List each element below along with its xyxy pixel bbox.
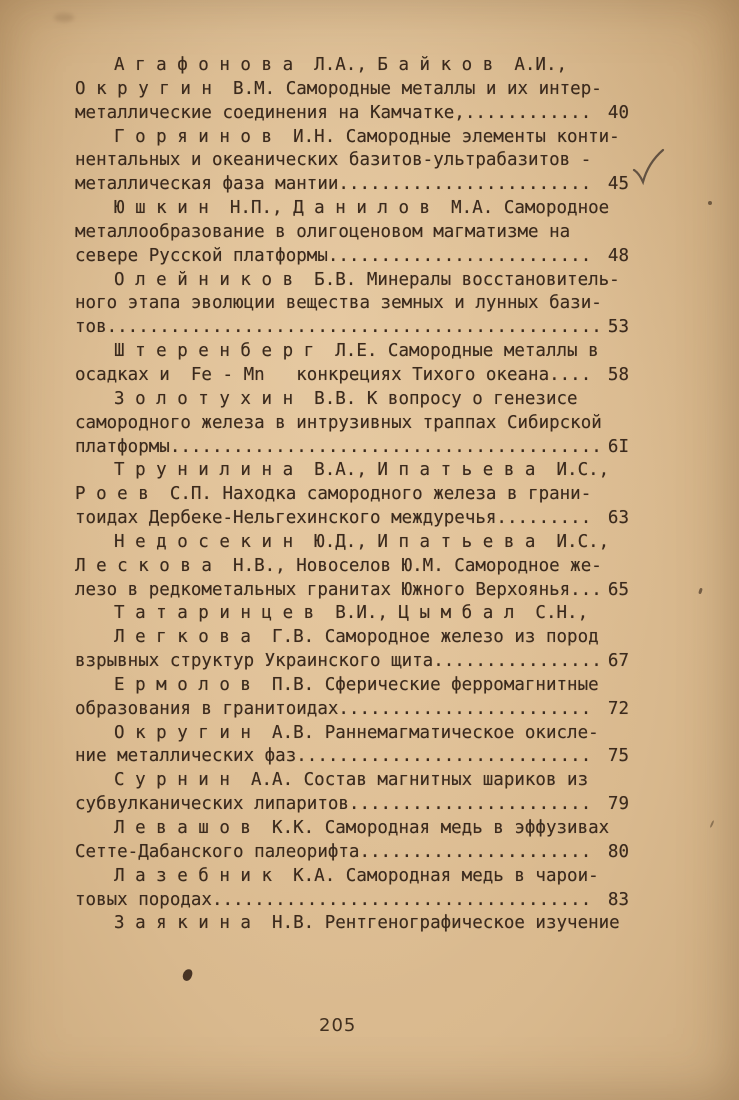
toc-line bbox=[75, 316, 631, 340]
toc-line-text: Р о е в С.П. Находка самородного железа в грани- bbox=[75, 484, 592, 505]
toc-line bbox=[75, 436, 631, 460]
toc-line-text: Т а т а р и н ц е в В.И., Ц ы м б а л С.Н., bbox=[114, 603, 589, 624]
toc-line bbox=[75, 340, 631, 364]
toc-line-text: товых породах.................................... bbox=[75, 889, 592, 910]
toc-line bbox=[75, 912, 631, 936]
toc-line-text: металлообразование в олигоценовом магматизме на bbox=[75, 221, 571, 242]
toc-line-text: З о л о т у х и н В.В. К вопросу о генезисе bbox=[114, 388, 578, 409]
toc-line bbox=[75, 841, 631, 865]
toc-line-text: ние металлических фаз............................ bbox=[75, 746, 592, 767]
table-of-contents bbox=[75, 54, 631, 936]
toc-line-text: металлическая фаза мантии........................ bbox=[75, 174, 592, 195]
toc-line bbox=[75, 54, 631, 78]
toc-line-text: осадках и Fe - Mn конкрециях Тихого океана.... bbox=[75, 364, 592, 385]
toc-line bbox=[75, 364, 631, 388]
toc-line bbox=[75, 292, 631, 316]
toc-line-text: платформы......................................... bbox=[75, 436, 602, 457]
toc-line-text: Л е с к о в а Н.В., Новоселов Ю.М. Самородное же- bbox=[75, 555, 602, 576]
toc-line bbox=[75, 269, 631, 293]
toc-page-number: 79 bbox=[607, 794, 629, 815]
toc-line bbox=[75, 459, 631, 483]
toc-line bbox=[75, 245, 631, 269]
toc-line bbox=[75, 173, 631, 197]
toc-line bbox=[75, 602, 631, 626]
toc-line-text: севере Русской платформы......................... bbox=[75, 245, 592, 266]
toc-line-text: О к р у г и н В.М. Самородные металлы и их интер- bbox=[75, 78, 602, 99]
toc-line bbox=[75, 817, 631, 841]
toc-line bbox=[75, 722, 631, 746]
toc-line bbox=[75, 889, 631, 913]
toc-line-text: Л а з е б н и к К.А. Самородная медь в чарои- bbox=[114, 865, 599, 886]
page-folio: 205 bbox=[319, 1015, 357, 1036]
toc-line-text: металлические соединения на Камчатке,............ bbox=[75, 102, 592, 123]
toc-line bbox=[75, 698, 631, 722]
toc-page-number: 58 bbox=[607, 364, 629, 385]
toc-line bbox=[75, 126, 631, 150]
toc-line-text: лезо в редкометальных гранитах Южного Верхоянья... bbox=[75, 579, 602, 600]
toc-line-text: взрывных структур Украинского щита................ bbox=[75, 651, 602, 672]
toc-page-number: 72 bbox=[607, 698, 629, 719]
toc-line-text: Л е в а ш о в К.К. Самородная медь в эффузивах bbox=[114, 818, 610, 838]
toc-page-number: 48 bbox=[607, 245, 629, 266]
toc-page-number: 67 bbox=[607, 651, 629, 672]
paper-smudge bbox=[54, 13, 74, 22]
toc-line bbox=[75, 745, 631, 769]
toc-page-number: 83 bbox=[607, 889, 629, 910]
toc-line-text: Г о р я и н о в И.Н. Самородные элементы конти- bbox=[114, 126, 620, 147]
toc-line bbox=[75, 102, 631, 126]
toc-line-text: Сетте-Дабанского палеорифта...................... bbox=[75, 841, 592, 862]
toc-line bbox=[75, 674, 631, 698]
paper-speck bbox=[698, 588, 703, 595]
toc-page-number: 65 bbox=[607, 579, 629, 600]
toc-lines bbox=[75, 54, 631, 936]
toc-line-text: тов............................................... bbox=[75, 317, 602, 338]
toc-line bbox=[75, 650, 631, 674]
toc-line bbox=[75, 412, 631, 436]
ink-blot bbox=[182, 968, 194, 982]
toc-line-text: З а я к и н а Н.В. Рентгенографическое изучение bbox=[114, 913, 620, 934]
toc-page-number: 80 bbox=[607, 841, 629, 862]
toc-line-text: Ш т е р е н б е р г Л.Е. Самородные металлы в bbox=[114, 341, 599, 362]
toc-page-number: 45 bbox=[607, 174, 629, 195]
toc-line-text: ного этапа эволюции вещества земных и лунных бази- bbox=[75, 293, 602, 314]
toc-line bbox=[75, 388, 631, 412]
paper-speck bbox=[708, 201, 712, 205]
toc-line bbox=[75, 626, 631, 650]
toc-line bbox=[75, 78, 631, 102]
toc-line bbox=[75, 221, 631, 245]
toc-line-text: С у р н и н А.А. Состав магнитных шариков из bbox=[114, 770, 589, 791]
toc-line-text: Т р у н и л и н а В.А., И п а т ь е в а И.С., bbox=[114, 460, 610, 481]
toc-page-number: 75 bbox=[607, 746, 629, 767]
toc-line bbox=[75, 149, 631, 173]
toc-line-text: тоидах Дербеке-Нельгехинского междуречья......... bbox=[75, 508, 592, 529]
toc-line-text: образования в гранитоидах........................ bbox=[75, 698, 592, 719]
toc-line bbox=[75, 793, 631, 817]
toc-line bbox=[75, 579, 631, 603]
checkmark-annotation bbox=[631, 147, 667, 189]
toc-line-text: Е р м о л о в П.В. Сферические ферромагнитные bbox=[114, 674, 599, 695]
toc-line-text: нентальных и океанических базитов-ультрабазитов - bbox=[75, 150, 592, 171]
toc-line-text: Н е д о с е к и н Ю.Д., И п а т ь е в а И.С., bbox=[114, 531, 610, 552]
toc-page-number: 6I bbox=[607, 436, 629, 457]
toc-line-text: О к р у г и н А.В. Раннемагматическое окисле- bbox=[114, 722, 599, 743]
toc-line bbox=[75, 197, 631, 221]
toc-line bbox=[75, 769, 631, 793]
toc-line-text: А г а ф о н о в а Л.А., Б а й к о в А.И., bbox=[114, 55, 568, 75]
toc-line-text: субвулканических липаритов....................... bbox=[75, 794, 592, 815]
toc-line bbox=[75, 865, 631, 889]
toc-line-text: самородного железа в интрузивных траппах Сибирской bbox=[75, 412, 602, 433]
toc-line-text: О л е й н и к о в Б.В. Минералы восстановитель- bbox=[114, 269, 620, 290]
paper-speck bbox=[709, 820, 714, 828]
toc-line bbox=[75, 555, 631, 579]
toc-page-number: 63 bbox=[607, 508, 629, 529]
toc-line-text: Л е г к о в а Г.В. Самородное железо из пород bbox=[114, 627, 599, 648]
toc-line-text: Ю ш к и н Н.П., Д а н и л о в М.А. Самородное bbox=[114, 198, 610, 219]
toc-line bbox=[75, 483, 631, 507]
toc-line bbox=[75, 507, 631, 531]
toc-page-number: 40 bbox=[607, 102, 629, 123]
toc-line bbox=[75, 531, 631, 555]
toc-page-number: 53 bbox=[607, 317, 629, 338]
